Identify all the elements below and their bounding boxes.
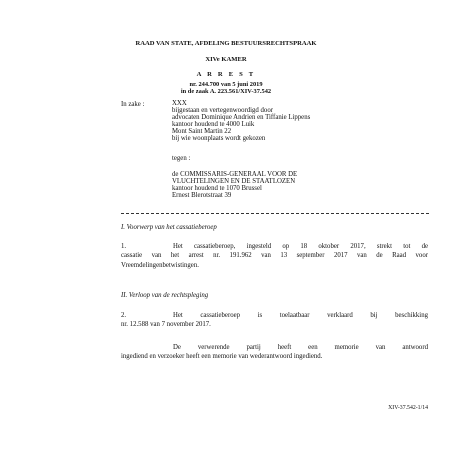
paragraph-line: ingediend en verzoeker heeft een memorie van wederantwoord ingediend. <box>121 353 323 361</box>
applicant-line: kantoor houdend te 4000 Luik <box>172 120 255 128</box>
paragraph-line: Het cassatieberoep, ingesteld op 18 oktober 2017, strekt tot de <box>173 243 428 250</box>
section-heading: I. Voorwerp van het cassatieberoep <box>121 224 217 231</box>
respondent-block <box>172 172 297 200</box>
paragraph-line: Vreemdelingenbetwistingen. <box>121 261 199 269</box>
respondent-line: kantoor houdend te 1070 Brussel <box>172 184 262 192</box>
chamber-title: XIVe KAMER <box>205 56 247 63</box>
paragraph-line: De verwerende partij heeft een memorie van antwoord <box>173 344 428 351</box>
paragraph-line: nr. 12.588 van 7 november 2017. <box>121 321 211 329</box>
applicant-line: bijgestaan en vertegenwoordigd door <box>172 106 273 114</box>
applicant-block <box>172 101 310 142</box>
paragraph-number: 1. <box>121 243 127 250</box>
case-reference <box>0 81 452 96</box>
paragraph-line: Het cassatieberoep is toelaatbaar verklaard bij beschikking <box>173 312 428 319</box>
judgment-number: nr. 244.700 van 5 juni 2019 <box>189 81 263 88</box>
paragraph-line: cassatie van het arrest nr. 191.962 van 13 september 2017 van de Raad voor <box>121 252 428 260</box>
applicant-line: XXX <box>172 100 187 107</box>
applicant-line: Mont Saint Martin 22 <box>172 127 232 135</box>
case-number: in de zaak A. 223.561/XIV-37.542 <box>180 88 272 96</box>
paragraph-2 <box>121 311 428 330</box>
applicant-line: bij wie woonplaats wordt gekozen <box>172 134 266 142</box>
court-title: RAAD VAN STATE, AFDELING BESTUURSRECHTSPRAAK <box>135 40 317 47</box>
respondent-line: Ernest Blerotstraat 39 <box>172 191 232 199</box>
in-zake-label: In zake : <box>121 101 145 108</box>
respondent-line: VLUCHTELINGEN EN DE STAATLOZEN <box>172 177 296 185</box>
page-reference: XIV-37.542-1/14 <box>388 405 428 411</box>
separator-line <box>121 213 429 214</box>
respondent-line: de COMMISSARIS-GENERAAL VOOR DE <box>172 171 298 178</box>
paragraph-1 <box>121 242 428 270</box>
document-type: A R R E S T <box>196 71 256 78</box>
applicant-line: advocaten Dominique Andrien en Tiffanie Lippens <box>172 113 311 121</box>
against-label: tegen : <box>172 155 191 162</box>
paragraph-3 <box>121 343 428 362</box>
paragraph-number: 2. <box>121 312 127 319</box>
section-heading: II. Verloop van de rechtspleging <box>121 292 209 299</box>
